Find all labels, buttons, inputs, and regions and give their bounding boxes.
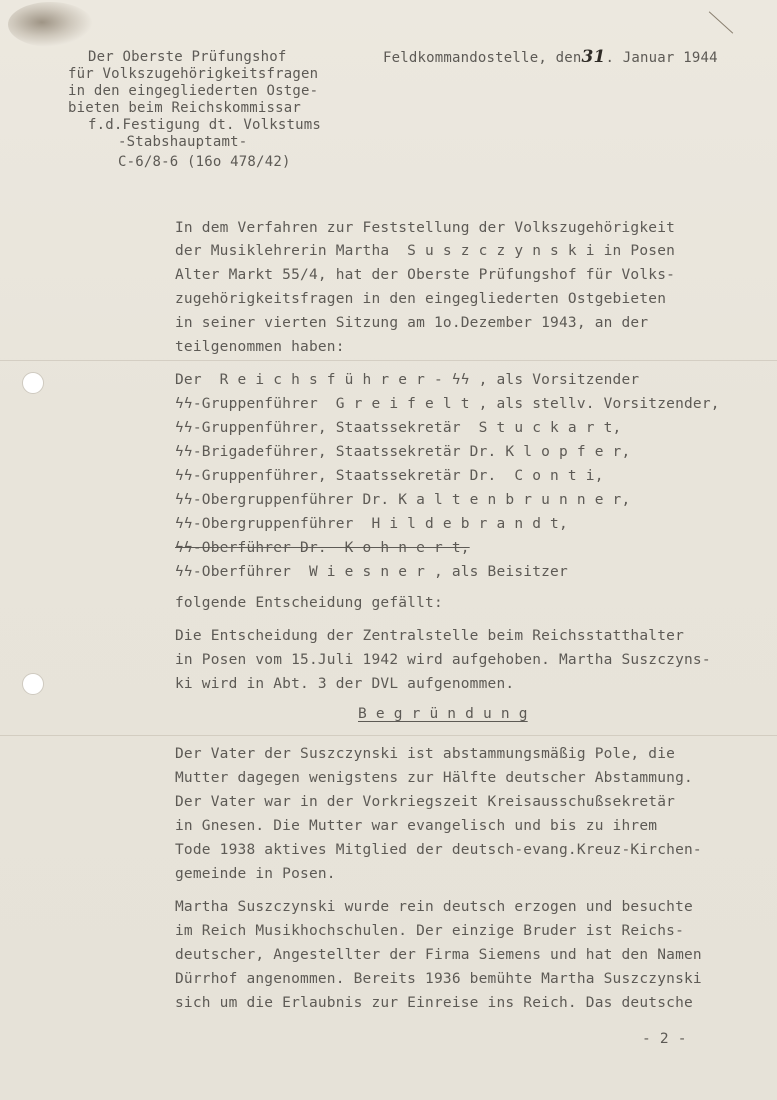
- date-rest: . Januar 1944: [605, 50, 718, 66]
- text-line: Der Vater der Suszczynski ist abstammungsmäßig Pole, die: [175, 746, 676, 762]
- text-line: in seiner vierten Sitzung am 1o.Dezember 1943, an der: [175, 315, 649, 331]
- authority-line: in den eingegliederten Ostge-: [68, 83, 319, 99]
- punch-hole: [22, 673, 44, 695]
- authority-line: f.d.Festigung dt. Volkstums: [88, 117, 321, 133]
- page-marker: - 2 -: [642, 1031, 687, 1047]
- text-line: gemeinde in Posen.: [175, 866, 336, 882]
- place-date-prefix: Feldkommandostelle, den: [383, 50, 582, 66]
- text-line: teilgenommen haben:: [175, 339, 345, 355]
- member-line: ϟϟ-Oberführer W i e s n e r , als Beisitzer: [175, 564, 568, 580]
- member-line: ϟϟ-Oberführer Dr. K o h n e r t,: [175, 540, 470, 556]
- authority-line: für Volkszugehörigkeitsfragen: [68, 66, 319, 82]
- reasons-heading: B e g r ü n d u n g: [358, 706, 528, 722]
- member-line: ϟϟ-Obergruppenführer Dr. K a l t e n b r u n n e r,: [175, 492, 631, 508]
- paper-fold: [0, 360, 777, 361]
- file-reference: C-6/8-6 (16o 478/42): [118, 154, 291, 170]
- text-line: Die Entscheidung der Zentralstelle beim Reichsstatthalter: [175, 628, 684, 644]
- authority-line: -Stabshauptamt-: [118, 134, 248, 150]
- member-line: ϟϟ-Gruppenführer, Staatssekretär Dr. C o n t i,: [175, 468, 604, 484]
- text-line: im Reich Musikhochschulen. Der einzige Bruder ist Reichs-: [175, 923, 684, 939]
- text-line: zugehörigkeitsfragen in den eingegliederten Ostgebieten: [175, 291, 667, 307]
- text-line: in Gnesen. Die Mutter war evangelisch und bis zu ihrem: [175, 818, 658, 834]
- authority-line: Der Oberste Prüfungshof: [88, 49, 287, 65]
- member-line: ϟϟ-Gruppenführer G r e i f e l t , als stellv. Vorsitzender,: [175, 396, 720, 412]
- member-line: ϟϟ-Gruppenführer, Staatssekretär S t u c k a r t,: [175, 420, 622, 436]
- text-line: Dürrhof angenommen. Bereits 1936 bemühte Martha Suszczynski: [175, 971, 702, 987]
- text-line: In dem Verfahren zur Feststellung der Volkszugehörigkeit: [175, 220, 676, 236]
- text-line: deutscher, Angestellter der Firma Siemens und hat den Namen: [175, 947, 702, 963]
- corner-pen-mark: [709, 11, 733, 33]
- member-line: ϟϟ-Brigadeführer, Staatssekretär Dr. K l o p f e r,: [175, 444, 631, 460]
- text-line: Alter Markt 55/4, hat der Oberste Prüfungshof für Volks-: [175, 267, 676, 283]
- text-line: sich um die Erlaubnis zur Einreise ins Reich. Das deutsche: [175, 995, 693, 1011]
- text-line: Martha Suszczynski wurde rein deutsch erzogen und besuchte: [175, 899, 693, 915]
- member-line: Der R e i c h s f ü h r e r - ϟϟ , als Vorsitzender: [175, 372, 640, 388]
- member-line: ϟϟ-Obergruppenführer H i l d e b r a n d t,: [175, 516, 568, 532]
- handwritten-day: 31: [581, 47, 606, 67]
- text-line: Mutter dagegen wenigstens zur Hälfte deutscher Abstammung.: [175, 770, 693, 786]
- text-line: in Posen vom 15.Juli 1942 wird aufgehoben. Martha Suszczyns-: [175, 652, 711, 668]
- place-date: [383, 49, 718, 66]
- text-line: Der Vater war in der Vorkriegszeit Kreisausschußsekretär: [175, 794, 676, 810]
- stain-mark: [8, 2, 93, 47]
- text-line: der Musiklehrerin Martha S u s z c z y n s k i in Posen: [175, 243, 676, 259]
- text-line: Tode 1938 aktives Mitglied der deutsch-evang.Kreuz-Kirchen-: [175, 842, 702, 858]
- text-line: ki wird in Abt. 3 der DVL aufgenommen.: [175, 676, 515, 692]
- authority-line: bieten beim Reichskommissar: [68, 100, 301, 116]
- paper-fold: [0, 735, 777, 736]
- decision-intro: folgende Entscheidung gefällt:: [175, 595, 443, 611]
- punch-hole: [22, 372, 44, 394]
